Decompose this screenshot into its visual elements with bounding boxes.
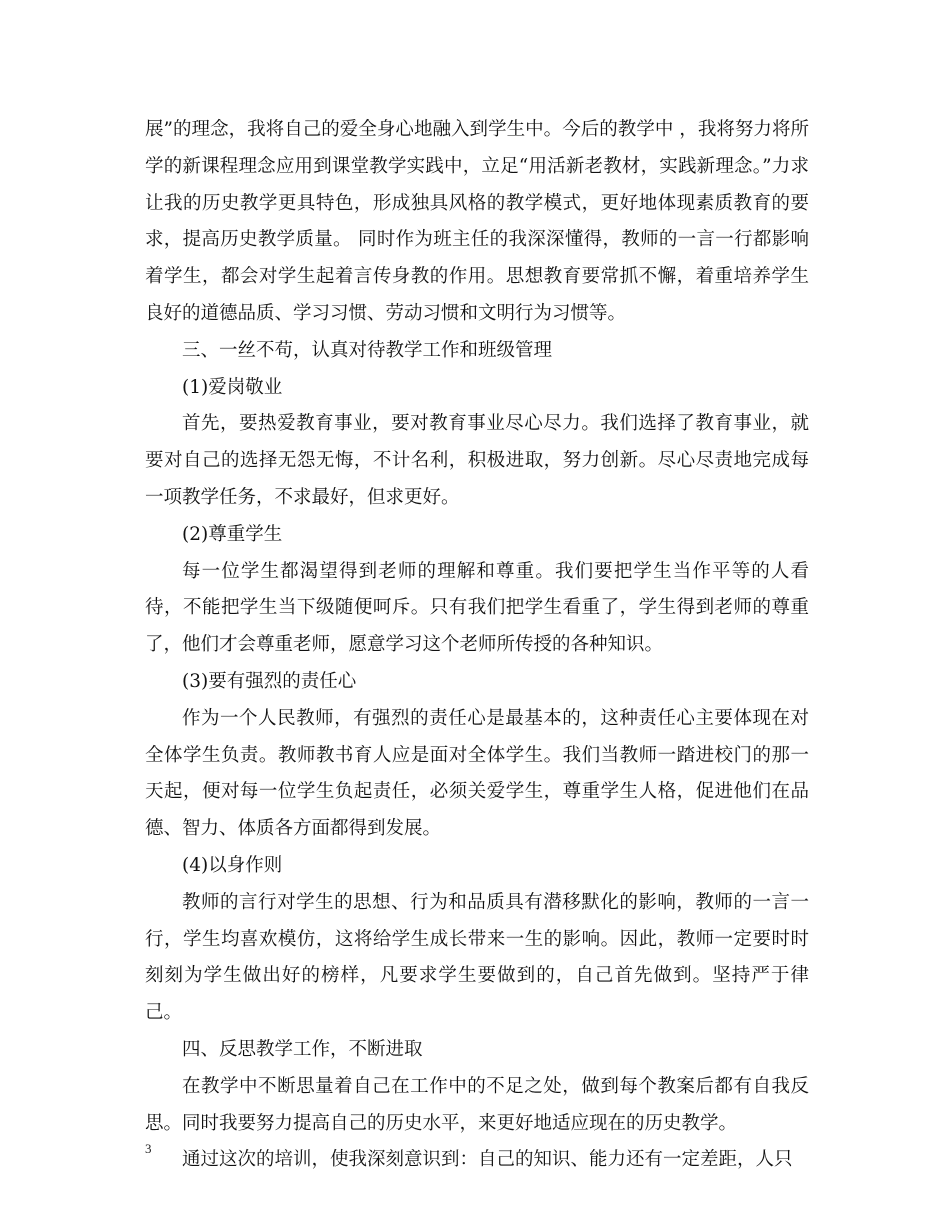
paragraph-respect-students: 每一位学生都渴望得到老师的理解和尊重。我们要把学生当作平等的人看待，不能把学生当下级随便呵斥。只有我们把学生看重了，学生得到老师的尊重了，他们才会尊重老师，愿意学习这个老师所传授的各种知识。	[145, 560, 809, 656]
subheading-dedication: (1)爱岗敬业	[182, 376, 283, 398]
section-heading-four: 四、反思教学工作，不断进取	[182, 1038, 423, 1060]
paragraph-dedication: 首先，要热爱教育事业，要对教育事业尽心尽力。我们选择了教育事业，就要对自己的选择无怨无悔，不计名利，积极进取，努力创新。尽心尽责地完成每一项教学任务，不求最好，但求更好。	[145, 413, 809, 508]
subheading-respect-students: (2)尊重学生	[182, 523, 283, 545]
page-number: 3	[145, 1141, 152, 1156]
subheading-responsibility: (3)要有强烈的责任心	[182, 670, 357, 692]
paragraph-lead-by-example: 教师的言行对学生的思想、行为和品质具有潜移默化的影响，教师的一言一行，学生均喜欢模仿，这将给学生成长带来一生的影响。因此，教师一定要时时刻刻为学生做出好的榜样，凡要求学生要做到的，自己首先做到。坚持严于律己。	[145, 891, 809, 1024]
paragraph-responsibility: 作为一个人民教师，有强烈的责任心是最基本的，这种责任心主要体现在对全体学生负责。教师教书育人应是面对全体学生。我们当教师一踏进校门的那一天起，便对每一位学生负起责任，必须关爱学生，尊重学生人格，促进他们在品德、智力、体质各方面都得到发展。	[145, 707, 809, 840]
paragraph-continuation: 展”的理念，我将自己的爱全身心地融入到学生中。今后的教学中 ，我将努力将所学的新课程理念应用到课堂教学实践中，立足“用活新老教材，实践新理念。”力求让我的历史教学更具特色，形成独具风格的教学模式，更好地体现素质教育的要求，提高历史教学质量。 同时作为班主任的我深深懂得，教师的一言一行都影响着学生，都会对学生起着言传身教的作用。思想教育要常抓不懈，着重培养学生良好的道德品质、学习习惯、劳动习惯和文明行为习惯等。	[145, 119, 809, 324]
section-heading-three: 三、一丝不苟，认真对待教学工作和班级管理	[182, 339, 553, 361]
paragraph-reflection: 在教学中不断思量着自己在工作中的不足之处，做到每个教案后都有自我反思。同时我要努力提高自己的历史水平，来更好地适应现在的历史教学。	[145, 1075, 809, 1134]
document-body	[145, 112, 809, 1179]
paragraph-training: 通过这次的培训，使我深刻意识到：自己的知识、能力还有一定差距，人只	[182, 1149, 793, 1171]
subheading-lead-by-example: (4)以身作则	[182, 854, 283, 876]
